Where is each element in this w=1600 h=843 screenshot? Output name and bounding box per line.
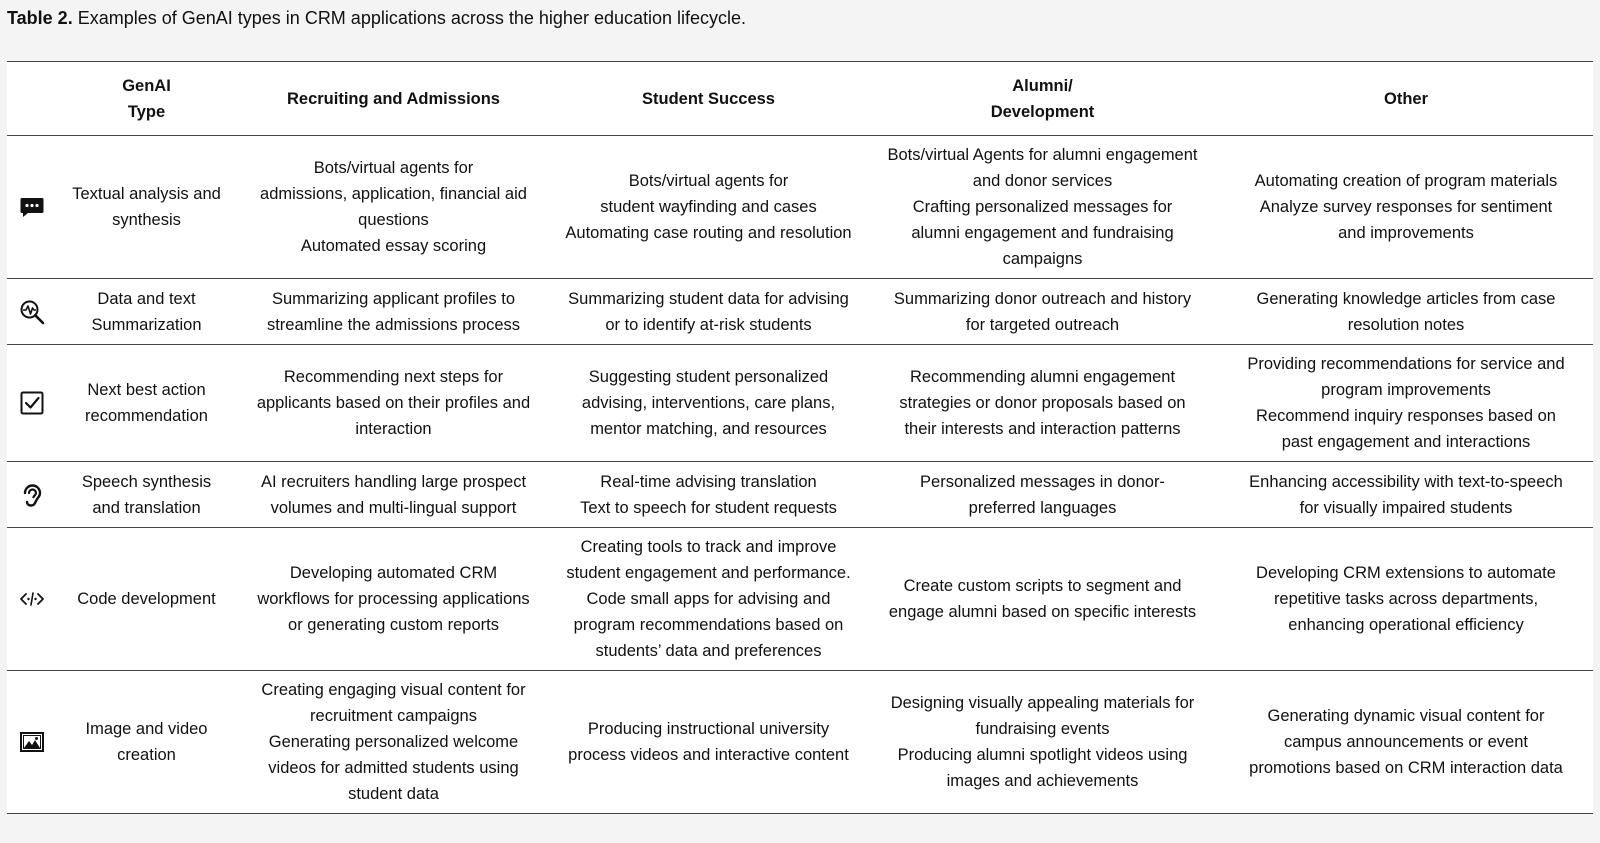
- row-icon-cell: [7, 462, 57, 528]
- cell-alumni-line: and donor services: [972, 172, 1113, 190]
- cell-type-line: Image and video: [85, 720, 208, 738]
- cell-student-success-line: student engagement and performance.: [566, 564, 851, 582]
- cell-alumni: [866, 671, 1219, 814]
- cell-student-success: [551, 279, 866, 345]
- cell-student-success-line: Summarizing student data for advising: [568, 289, 849, 308]
- cell-other-line: Generating knowledge articles from case: [1256, 289, 1556, 308]
- cell-recruiting-line: workflows for processing applications: [257, 590, 530, 608]
- cell-type-line: Data and text: [97, 289, 196, 308]
- cell-student-success: [551, 462, 866, 528]
- cell-other-line: Developing CRM extensions to automate: [1256, 564, 1556, 582]
- cell-alumni-line: Crafting personalized messages for: [912, 198, 1173, 216]
- cell-type: [57, 136, 236, 279]
- cell-type-line: synthesis: [112, 211, 181, 229]
- header-genai-type-line2: Type: [127, 102, 166, 121]
- cell-type: [57, 462, 236, 528]
- header-recruiting: Recruiting and Admissions: [236, 62, 551, 136]
- cell-student-success: [551, 136, 866, 279]
- cell-other-line: Analyze survey responses for sentiment: [1259, 198, 1553, 216]
- ear-icon: [18, 481, 46, 509]
- cell-alumni-line: fundraising events: [975, 720, 1110, 738]
- checkbox-icon: [18, 389, 46, 417]
- cell-student-success-line: Real-time advising translation: [600, 472, 817, 491]
- header-student-success: Student Success: [551, 62, 866, 136]
- cell-other-line: past engagement and interactions: [1281, 433, 1531, 451]
- cell-other-line: campus announcements or event: [1284, 733, 1528, 751]
- cell-student-success-line: or to identify at-risk students: [605, 315, 812, 334]
- table-body: [7, 136, 1593, 814]
- cell-recruiting: [236, 671, 551, 814]
- cell-student-success-line: Code small apps for advising and: [586, 590, 831, 608]
- cell-recruiting-line: admissions, application, financial aid: [260, 185, 527, 203]
- cell-alumni-line: alumni engagement and fundraising: [911, 224, 1174, 242]
- cell-recruiting: [236, 345, 551, 462]
- header-alumni: [866, 62, 1219, 136]
- header-genai-type: [57, 62, 236, 136]
- cell-student-success-line: student wayfinding and cases: [600, 198, 817, 216]
- cell-other-line: repetitive tasks across departments,: [1273, 590, 1539, 608]
- cell-recruiting-line: volumes and multi-lingual support: [270, 498, 517, 517]
- row-icon-cell: [7, 136, 57, 279]
- cell-alumni-line: strategies or donor proposals based on: [899, 394, 1186, 412]
- header-alumni-line1: Alumni/: [1012, 76, 1073, 95]
- cell-other-line: Automating creation of program materials: [1254, 172, 1558, 190]
- cell-student-success-line: advising, interventions, care plans,: [581, 394, 836, 412]
- caption-text: Examples of GenAI types in CRM applications across the higher education lifecycle.: [72, 8, 747, 28]
- cell-alumni: [866, 136, 1219, 279]
- caption-label: Table 2.: [7, 8, 73, 28]
- cell-other: [1219, 279, 1593, 345]
- cell-other-line: Providing recommendations for service and: [1247, 355, 1565, 373]
- cell-type-line: recommendation: [85, 407, 208, 425]
- cell-student-success-line: Creating tools to track and improve: [580, 538, 837, 556]
- cell-student-success-line: mentor matching, and resources: [590, 420, 827, 438]
- cell-other-line: Recommend inquiry responses based on: [1256, 407, 1556, 425]
- row-icon-cell: [7, 279, 57, 345]
- cell-alumni-line: Bots/virtual Agents for alumni engagement: [887, 146, 1198, 164]
- cell-other: [1219, 462, 1593, 528]
- cell-other-line: Generating dynamic visual content for: [1267, 707, 1545, 725]
- cell-student-success: [551, 528, 866, 671]
- cell-student-success-line: process videos and interactive content: [568, 746, 849, 764]
- cell-type-line: Code development: [77, 590, 216, 608]
- cell-other: [1219, 345, 1593, 462]
- cell-recruiting-line: applicants based on their profiles and: [256, 394, 531, 412]
- cell-other-line: program improvements: [1321, 381, 1491, 399]
- cell-type-line: Speech synthesis: [81, 472, 212, 491]
- cell-alumni-line: Recommending alumni engagement: [909, 368, 1176, 386]
- cell-student-success-line: program recommendations based on: [573, 616, 844, 634]
- cell-alumni: [866, 279, 1219, 345]
- cell-alumni-line: engage alumni based on specific interests: [888, 603, 1197, 621]
- header-genai-type-line1: GenAI: [122, 76, 171, 95]
- cell-other-line: promotions based on CRM interaction data: [1249, 759, 1563, 777]
- cell-student-success: [551, 345, 866, 462]
- cell-alumni-line: Personalized messages in donor-: [920, 472, 1165, 491]
- cell-recruiting-line: videos for admitted students using: [268, 759, 519, 777]
- cell-alumni-line: preferred languages: [968, 498, 1117, 517]
- cell-alumni-line: Create custom scripts to segment and: [903, 577, 1182, 595]
- cell-alumni-line: Producing alumni spotlight videos using: [897, 746, 1188, 764]
- table-row: [7, 136, 1593, 279]
- code-brackets-icon: [18, 585, 46, 613]
- cell-type-line: Summarization: [91, 315, 202, 334]
- cell-recruiting-line: Generating personalized welcome: [268, 733, 519, 751]
- cell-student-success-line: Bots/virtual agents for: [628, 172, 789, 190]
- cell-student-success-line: Producing instructional university: [587, 720, 830, 738]
- table-caption: [7, 7, 746, 29]
- table-row: [7, 345, 1593, 462]
- table-row: [7, 279, 1593, 345]
- cell-other-line: resolution notes: [1347, 315, 1465, 334]
- cell-alumni: [866, 345, 1219, 462]
- cell-alumni-line: for targeted outreach: [965, 315, 1120, 334]
- cell-other-line: enhancing operational efficiency: [1288, 616, 1524, 634]
- header-row: [7, 62, 1593, 136]
- cell-recruiting-line: student data: [348, 785, 439, 803]
- cell-alumni: [866, 528, 1219, 671]
- cell-alumni: [866, 462, 1219, 528]
- cell-alumni-line: Summarizing donor outreach and history: [893, 289, 1192, 308]
- cell-recruiting: [236, 462, 551, 528]
- cell-type-line: creation: [117, 746, 176, 764]
- cell-student-success-line: Suggesting student personalized: [588, 368, 829, 386]
- cell-alumni-line: Designing visually appealing materials for: [890, 694, 1195, 712]
- image-icon: [18, 728, 46, 756]
- cell-recruiting-line: questions: [358, 211, 429, 229]
- cell-type-line: and translation: [92, 498, 201, 517]
- cell-alumni-line: campaigns: [1002, 250, 1083, 268]
- cell-type: [57, 671, 236, 814]
- table-row: [7, 671, 1593, 814]
- cell-recruiting-line: Creating engaging visual content for: [261, 681, 526, 699]
- cell-recruiting-line: Developing automated CRM: [289, 564, 498, 582]
- table-container: [7, 61, 1593, 814]
- genai-crm-table: [7, 61, 1593, 814]
- cell-recruiting: [236, 279, 551, 345]
- cell-recruiting: [236, 528, 551, 671]
- table-row: [7, 528, 1593, 671]
- cell-recruiting-line: interaction: [355, 420, 432, 438]
- cell-recruiting-line: Summarizing applicant profiles to: [271, 289, 516, 308]
- cell-alumni-line: their interests and interaction patterns: [904, 420, 1181, 438]
- cell-recruiting-line: or generating custom reports: [288, 616, 499, 634]
- cell-other-line: and improvements: [1338, 224, 1474, 242]
- cell-other: [1219, 671, 1593, 814]
- row-icon-cell: [7, 671, 57, 814]
- cell-alumni-line: images and achievements: [946, 772, 1139, 790]
- header-alumni-line2: Development: [990, 102, 1095, 121]
- cell-type-line: Next best action: [87, 381, 206, 399]
- cell-type-line: Textual analysis and: [72, 185, 221, 203]
- cell-other: [1219, 136, 1593, 279]
- cell-other: [1219, 528, 1593, 671]
- table-row: [7, 462, 1593, 528]
- cell-student-success-line: students’ data and preferences: [595, 642, 822, 660]
- cell-recruiting-line: Automated essay scoring: [300, 237, 487, 255]
- cell-other-line: for visually impaired students: [1299, 498, 1513, 517]
- cell-other-line: Enhancing accessibility with text-to-speech: [1249, 472, 1563, 491]
- cell-student-success: [551, 671, 866, 814]
- chat-bubble-icon: [18, 193, 46, 221]
- cell-recruiting-line: Recommending next steps for: [283, 368, 504, 386]
- cell-recruiting: [236, 136, 551, 279]
- cell-student-success-line: Text to speech for student requests: [580, 498, 837, 517]
- cell-type: [57, 345, 236, 462]
- cell-recruiting-line: Bots/virtual agents for: [313, 159, 474, 177]
- header-other: Other: [1219, 62, 1593, 136]
- cell-recruiting-line: recruitment campaigns: [310, 707, 477, 725]
- cell-type: [57, 528, 236, 671]
- cell-type: [57, 279, 236, 345]
- cell-student-success-line: Automating case routing and resolution: [565, 224, 852, 242]
- magnifier-pulse-icon: [18, 298, 46, 326]
- row-icon-cell: [7, 345, 57, 462]
- cell-recruiting-line: AI recruiters handling large prospect: [260, 472, 527, 491]
- row-icon-cell: [7, 528, 57, 671]
- cell-recruiting-line: streamline the admissions process: [266, 315, 521, 334]
- header-icon-col: [7, 62, 57, 136]
